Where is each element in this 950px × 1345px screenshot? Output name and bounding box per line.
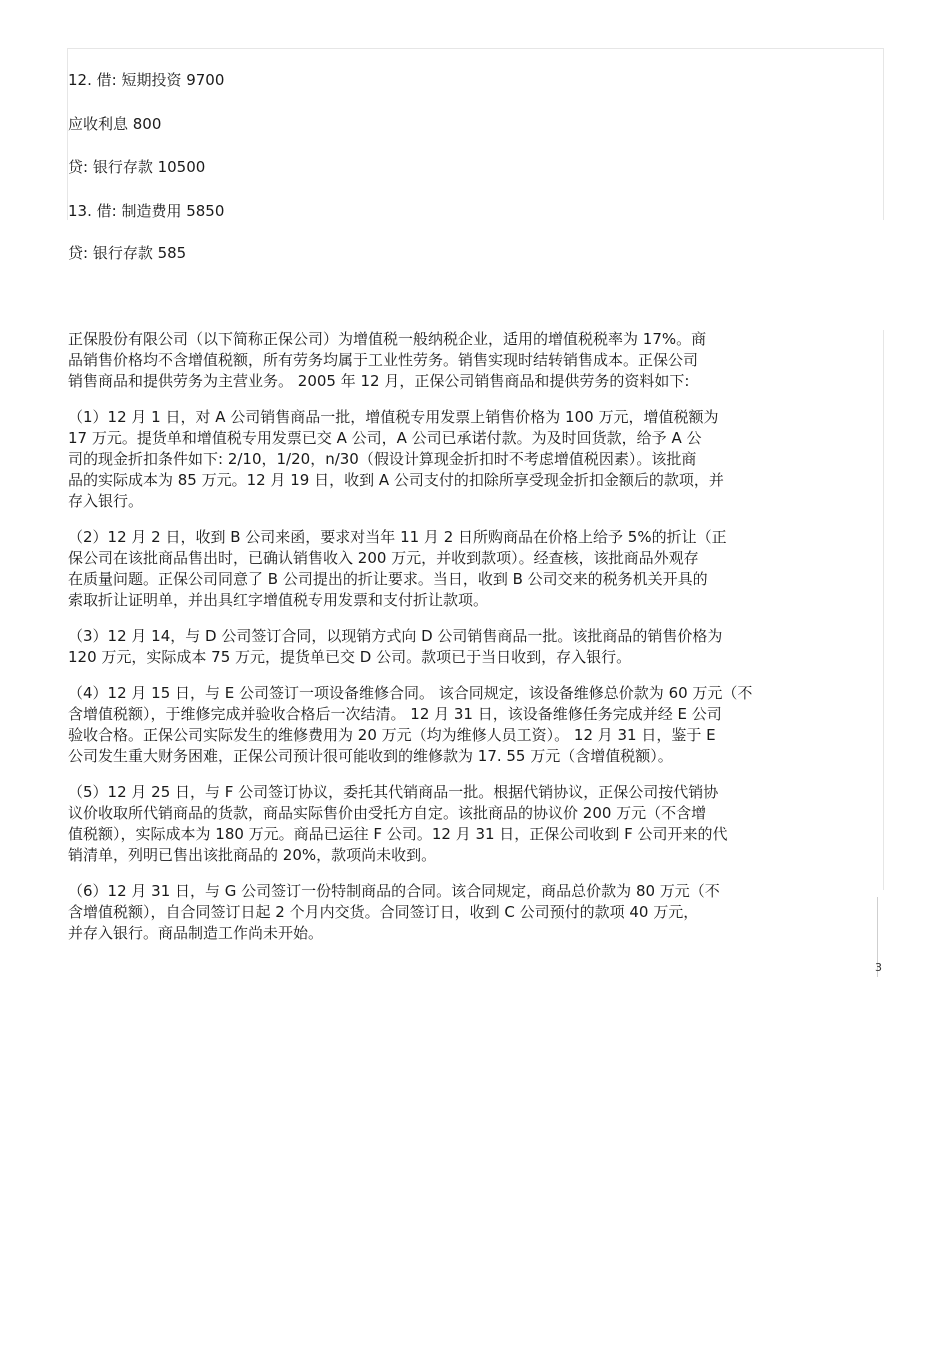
problem-text <box>68 329 884 959</box>
text-line: 验收合格。正保公司实际发生的维修费用为 20 万元（均为维修人员工资）。 12 月 31 日，鉴于 E <box>68 726 716 744</box>
text-line: 含增值税额），自合同签订日起 2 个月内交货。合同签订日，收到 C 公司预付的款项 40 万元， <box>68 903 699 921</box>
page-number: 3 <box>875 961 882 974</box>
text-line: 品销售价格均不含增值税额，所有劳务均属于工业性劳务。销售实现时结转销售成本。正保公司 <box>68 351 699 369</box>
text-line: 120 万元，实际成本 75 万元，提货单已交 D 公司。款项已于当日收到，存入银行。 <box>68 648 632 666</box>
item-5-paragraph <box>68 782 884 866</box>
frame-right-line <box>883 48 884 220</box>
item-6-paragraph <box>68 881 884 944</box>
journal-entry-12-interest: 应收利息 800 <box>68 115 162 133</box>
text-line: （3）12 月 14，与 D 公司签订合同，以现销方式向 D 公司销售商品一批。该批商品的销售价格为 <box>68 627 723 645</box>
intro-paragraph <box>68 329 884 392</box>
text-line: （2）12 月 2 日，收到 B 公司来函，要求对当年 11 月 2 日所购商品在价格上给予 5%的折让（正 <box>68 528 727 546</box>
text-line: 在质量问题。正保公司同意了 B 公司提出的折让要求。当日，收到 B 公司交来的税务机关开具的 <box>68 570 708 588</box>
text-line: 存入银行。 <box>68 492 144 510</box>
text-line: 正保股份有限公司（以下简称正保公司）为增值税一般纳税企业，适用的增值税税率为 17%。商 <box>68 330 707 348</box>
text-line: 议价收取所代销商品的货款，商品实际售价由受托方自定。该批商品的协议价 200 万元（不含增 <box>68 804 707 822</box>
text-line: 保公司在该批商品售出时，已确认销售收入 200 万元，并收到款项）。经查核，该批商品外观存 <box>68 549 699 567</box>
frame-top-line <box>67 48 883 49</box>
text-line: 公司发生重大财务困难，正保公司预计很可能收到的维修款为 17. 55 万元（含增值税额）。 <box>68 747 673 765</box>
text-line: （6）12 月 31 日，与 G 公司签订一份特制商品的合同。该合同规定，商品总价款为 80 万元（不 <box>68 882 720 900</box>
item-1-paragraph <box>68 407 884 512</box>
text-line: （4）12 月 15 日，与 E 公司签订一项设备维修合同。 该合同规定，该设备维修总价款为 60 万元（不 <box>68 684 753 702</box>
text-line: 销清单，列明已售出该批商品的 20%，款项尚未收到。 <box>68 846 437 864</box>
item-3-paragraph <box>68 626 884 668</box>
text-line: 17 万元。提货单和增值税专用发票已交 A 公司，A 公司已承诺付款。为及时回货款，给予 A 公 <box>68 429 702 447</box>
journal-entry-12-debit: 12. 借: 短期投资 9700 <box>68 71 225 89</box>
text-line: 索取折让证明单，并出具红字增值税专用发票和支付折让款项。 <box>68 591 489 609</box>
item-2-paragraph <box>68 527 884 611</box>
item-4-paragraph <box>68 683 884 767</box>
text-line: 品的实际成本为 85 万元。12 月 19 日，收到 A 公司支付的扣除所享受现金折扣金额后的款项，并 <box>68 471 724 489</box>
journal-entry-13-credit: 贷: 银行存款 585 <box>68 244 187 262</box>
text-line: （1）12 月 1 日，对 A 公司销售商品一批，增值税专用发票上销售价格为 100 万元，增值税额为 <box>68 408 719 426</box>
text-line: 值税额），实际成本为 180 万元。商品已运往 F 公司。12 月 31 日，正保公司收到 F 公司开来的代 <box>68 825 728 843</box>
journal-entry-13-debit: 13. 借: 制造费用 5850 <box>68 202 225 220</box>
text-line: 含增值税额），于维修完成并验收合格后一次结清。 12 月 31 日，该设备维修任务完成并经 E 公司 <box>68 705 722 723</box>
journal-entry-12-credit: 贷: 银行存款 10500 <box>68 158 206 176</box>
text-line: （5）12 月 25 日，与 F 公司签订协议，委托其代销商品一批。根据代销协议，正保公司按代销协 <box>68 783 719 801</box>
text-line: 并存入银行。商品制造工作尚未开始。 <box>68 924 324 942</box>
text-line: 司的现金折扣条件如下: 2/10，1/20，n/30（假设计算现金折扣时不考虑增值税因素）。该批商 <box>68 450 697 468</box>
text-line: 销售商品和提供劳务为主营业务。 2005 年 12 月，正保公司销售商品和提供劳务的资料如下: <box>68 372 690 390</box>
